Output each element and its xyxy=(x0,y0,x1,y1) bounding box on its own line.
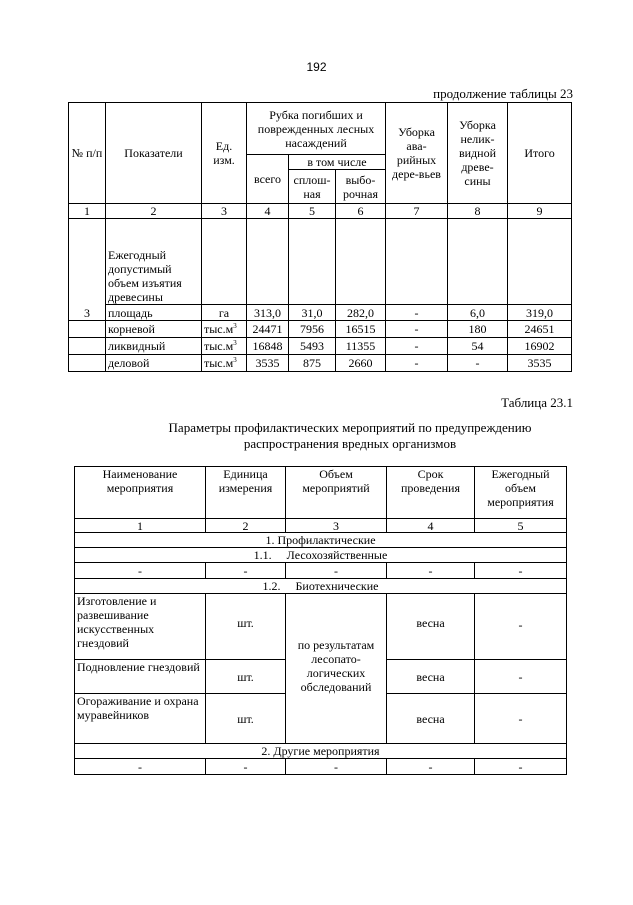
row-unit: $тыс.м^3$ xyxy=(202,321,247,338)
row-unit: шт. xyxy=(206,660,286,694)
row-term: весна xyxy=(387,694,475,744)
col-number: 2 xyxy=(206,519,286,533)
row-label: площадь xyxy=(106,305,202,321)
header-incl: в том числе xyxy=(289,155,386,170)
header-unit: Ед. изм. xyxy=(202,103,247,204)
dash-cell: - xyxy=(286,759,387,775)
dash-cell: - xyxy=(206,759,286,775)
table-title xyxy=(70,420,630,452)
dash-cell: - xyxy=(387,563,475,579)
table-23 xyxy=(68,102,572,372)
cell-illiquid: 54 xyxy=(448,338,508,355)
row-annual: - xyxy=(475,694,567,744)
header-unit: Единица измерения xyxy=(206,467,286,519)
header-volume: Объем мероприятий xyxy=(286,467,387,519)
table-label: Таблица 23.1 xyxy=(501,395,573,410)
header-illiquid: Уборка нелик-видной древе-сины xyxy=(448,103,508,204)
header-indicators: Показатели xyxy=(106,103,202,204)
cell-total: 16848 xyxy=(247,338,289,355)
cell-grand-total: 3535 xyxy=(508,355,572,372)
cell-total: 313,0 xyxy=(247,305,289,321)
row-unit: $тыс.м^3$ xyxy=(202,355,247,372)
table-row xyxy=(75,594,567,660)
col-number: 6 xyxy=(336,204,386,219)
row-label: ликвидный xyxy=(106,338,202,355)
col-number: 1 xyxy=(69,204,106,219)
cell-selective: 11355 xyxy=(336,338,386,355)
col-number: 9 xyxy=(508,204,572,219)
row-annual: - xyxy=(475,660,567,694)
row-term: весна xyxy=(387,594,475,660)
row-name: Огораживание и охрана муравейников xyxy=(75,694,206,744)
merged-volume: по результатам лесопато-логических обследований xyxy=(286,594,387,744)
dash-cell: - xyxy=(75,563,206,579)
section-title: 1. Профилактические xyxy=(75,533,567,548)
cell-total: 24471 xyxy=(247,321,289,338)
cell-clear: 5493 xyxy=(289,338,336,355)
col-number: 4 xyxy=(247,204,289,219)
subsection-title: 1.1. Лесохозяйственные xyxy=(75,548,567,563)
table-row xyxy=(69,305,572,321)
cell-emergency: - xyxy=(386,305,448,321)
table-title-line2: распространения вредных организмов xyxy=(243,436,457,451)
cell-clear: 7956 xyxy=(289,321,336,338)
header-total: всего xyxy=(247,155,289,204)
cell-emergency: - xyxy=(386,338,448,355)
row-title: Ежегодный допустимый объем изъятия древесины xyxy=(106,219,202,305)
col-number: 8 xyxy=(448,204,508,219)
header-clear: сплош-ная xyxy=(289,170,336,204)
subsection-title: 1.2. Биотехнические xyxy=(75,579,567,594)
row-annual: - xyxy=(475,594,567,660)
cell-selective: 2660 xyxy=(336,355,386,372)
col-number: 5 xyxy=(289,204,336,219)
col-number: 1 xyxy=(75,519,206,533)
cell-grand-total: 24651 xyxy=(508,321,572,338)
row-unit: га xyxy=(202,305,247,321)
section-title: 2. Другие мероприятия xyxy=(75,744,567,759)
col-number: 4 xyxy=(387,519,475,533)
table-row xyxy=(69,338,572,355)
row-num: 3 xyxy=(69,219,106,321)
row-label: деловой xyxy=(106,355,202,372)
row-unit: шт. xyxy=(206,594,286,660)
cell-emergency: - xyxy=(386,321,448,338)
row-unit: $тыс.м^3$ xyxy=(202,338,247,355)
table-row xyxy=(75,563,567,579)
header-selective: выбо-рочная xyxy=(336,170,386,204)
continuation-caption: продолжение таблицы 23 xyxy=(433,86,573,101)
dash-cell: - xyxy=(75,759,206,775)
col-number: 7 xyxy=(386,204,448,219)
cell-grand-total: 16902 xyxy=(508,338,572,355)
table-23-1 xyxy=(74,466,567,775)
table-title-line1: Параметры профилактических мероприятий по предупреждению xyxy=(168,420,532,435)
cell-illiquid: 6,0 xyxy=(448,305,508,321)
header-grand-total: Итого xyxy=(508,103,572,204)
table-row xyxy=(69,321,572,338)
row-name: Подновление гнездовий xyxy=(75,660,206,694)
dash-cell: - xyxy=(387,759,475,775)
table-row xyxy=(75,759,567,775)
header-annual: Ежегодный объем мероприятия xyxy=(475,467,567,519)
table-row xyxy=(69,355,572,372)
cell-total: 3535 xyxy=(247,355,289,372)
dash-cell: - xyxy=(286,563,387,579)
col-number: 3 xyxy=(202,204,247,219)
cell-illiquid: - xyxy=(448,355,508,372)
cell-illiquid: 180 xyxy=(448,321,508,338)
row-name: Изготовление и развешивание искусственных гнездовий xyxy=(75,594,206,660)
cell-selective: 282,0 xyxy=(336,305,386,321)
header-emergency: Уборка ава-рийных дере-вьев xyxy=(386,103,448,204)
cell-emergency: - xyxy=(386,355,448,372)
cell-clear: 875 xyxy=(289,355,336,372)
cell-grand-total: 319,0 xyxy=(508,305,572,321)
row-label: корневой xyxy=(106,321,202,338)
header-term: Срок проведения xyxy=(387,467,475,519)
cell-selective: 16515 xyxy=(336,321,386,338)
col-number: 5 xyxy=(475,519,567,533)
header-num: № п/п xyxy=(69,103,106,204)
row-unit: шт. xyxy=(206,694,286,744)
dash-cell: - xyxy=(475,563,567,579)
header-felling-group: Рубка погибших и поврежденных лесных насаждений xyxy=(247,103,386,155)
dash-cell: - xyxy=(206,563,286,579)
col-number: 3 xyxy=(286,519,387,533)
page-number: 192 xyxy=(306,60,327,74)
dash-cell: - xyxy=(475,759,567,775)
cell-clear: 31,0 xyxy=(289,305,336,321)
header-name: Наименование мероприятия xyxy=(75,467,206,519)
row-term: весна xyxy=(387,660,475,694)
col-number: 2 xyxy=(106,204,202,219)
